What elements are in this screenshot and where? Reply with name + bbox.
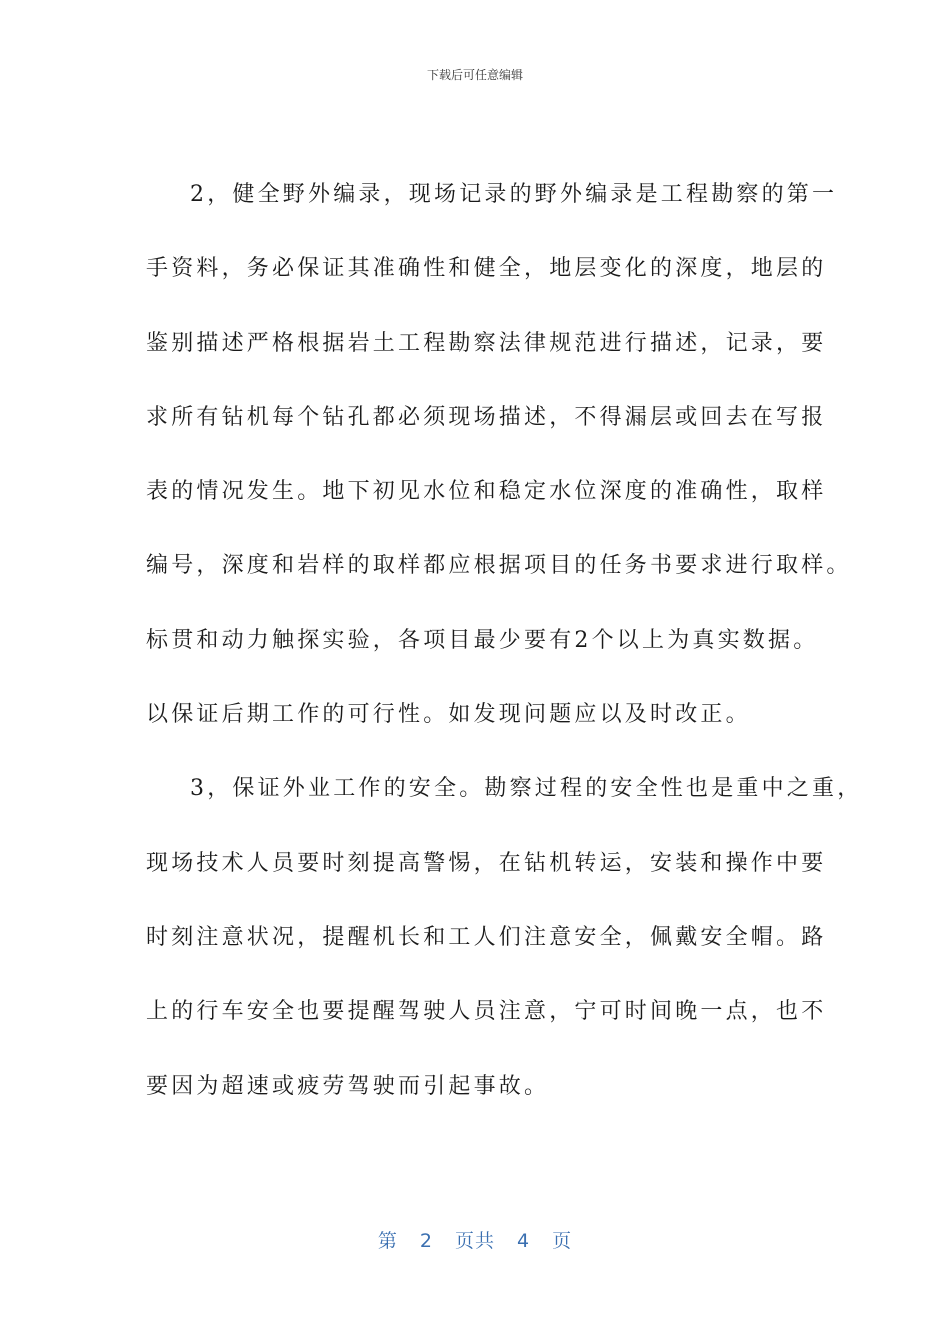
page-mid: 页共 [454,1230,495,1252]
page-footer [0,1226,950,1253]
text-line: 2，健全野外编录，现场记录的野外编录是工程勘察的第一 [190,182,838,207]
page-prefix: 第 [377,1230,398,1252]
page-suffix: 页 [552,1230,573,1252]
text-line: 表的情况发生。地下初见水位和稳定水位深度的准确性，取样 [146,479,827,505]
page-number: 2 [419,1230,433,1252]
text-line: 求所有钻机每个钻孔都必须现场描述，不得漏层或回去在写报 [146,404,827,430]
text-line: 3，保证外业工作的安全。勘察过程的安全性也是重中之重， [190,776,863,802]
document-body [146,175,863,1141]
text-line: 手资料，务必保证其准确性和健全，地层变化的深度，地层的 [146,256,827,282]
text-line: 时刻注意状况，提醒机长和工人们注意安全，佩戴安全帽。路 [146,924,827,950]
text-line: 以保证后期工作的可行性。如发现问题应以及时改正。 [146,702,751,728]
text-line: 编号，深度和岩样的取样都应根据项目的任务书要求进行取样。 [146,553,852,579]
text-line: 现场技术人员要时刻提高警惕，在钻机转运，安装和操作中要 [146,850,827,876]
text-line: 鉴别描述严格根据岩土工程勘察法律规范进行描述，记录，要 [146,330,827,356]
text-line: 上的行车安全也要提醒驾驶人员注意，宁可时间晚一点，也不 [146,999,827,1025]
text-line: 要因为超速或疲劳驾驶而引起事故。 [146,1073,550,1099]
page-header: 下载后可任意编辑 [426,68,523,82]
total-pages: 4 [517,1230,531,1252]
text-line: 标贯和动力触探实验，各项目最少要有2个以上为真实数据。 [146,627,819,653]
